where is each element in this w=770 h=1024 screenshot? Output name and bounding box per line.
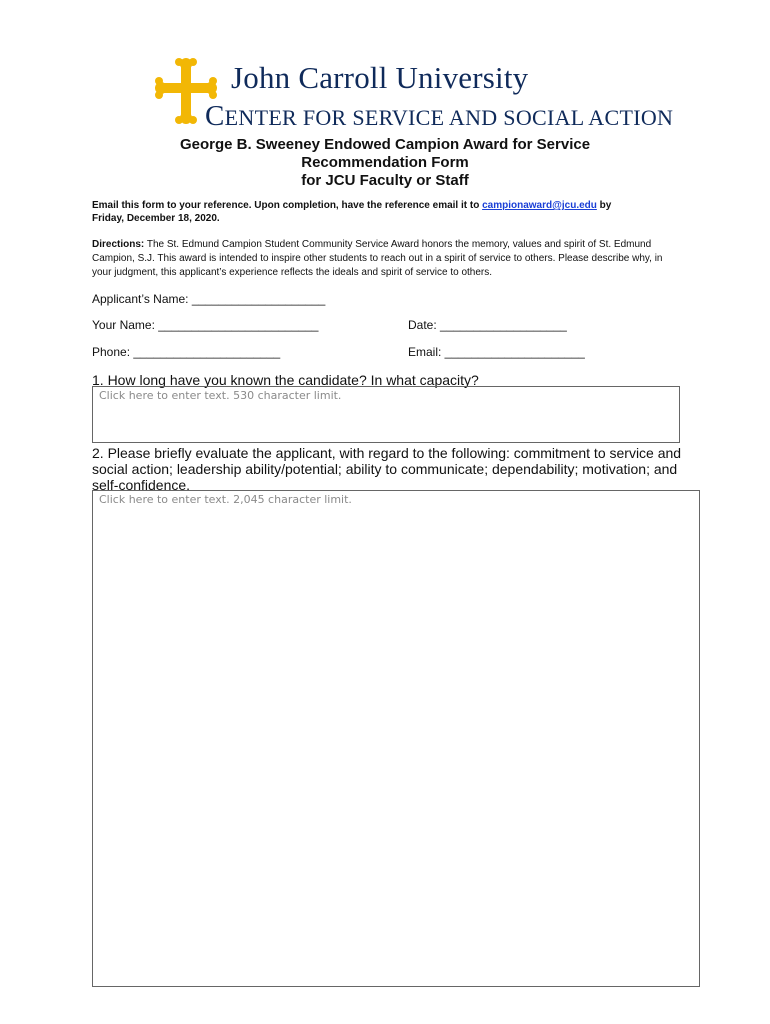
email-link[interactable]: campionaward@jcu.edu [482, 200, 597, 211]
question-2-placeholder: Click here to enter text. 2,045 character limit. [99, 493, 352, 506]
title-line-2: Recommendation Form [301, 154, 469, 171]
email-field[interactable]: Email: _____________________ [408, 345, 585, 359]
question-2: 2. Please briefly evaluate the applicant, with regard to the following: commitment to service and social action; leadership ability/potential; ability to communicate; dependability; motivation; and self-confidence. [92, 445, 682, 493]
deadline: Friday, December 18, 2020. [92, 213, 220, 224]
jcu-logo [155, 58, 674, 132]
email-instructions: Email this form to your reference. Upon completion, have the reference email it to campionaward@jcu.edu by Friday, December 18, 2020. [92, 200, 612, 224]
title-line-3: for JCU Faculty or Staff [301, 172, 469, 189]
title-line-1: George B. Sweeney Endowed Campion Award for Service [179, 136, 591, 153]
date-field[interactable]: Date: ___________________ [408, 318, 567, 332]
university-name: John Carroll University [231, 60, 529, 95]
applicant-name-field[interactable]: Applicant’s Name: ____________________ [92, 292, 326, 306]
directions: Directions: The St. Edmund Campion Student Community Service Award honors the memory, values and spirit of St. Edmund Campion, S.J. This award is intended to inspire other students to reach out in a spirit of service to others. Please describe why, in your judgment, this applicant’s experience reflects the ideals and spirit of service to others. [92, 239, 663, 278]
question-1-placeholder: Click here to enter text. 530 character limit. [99, 389, 342, 402]
phone-field[interactable]: Phone: ______________________ [92, 345, 281, 359]
form-title [0, 136, 770, 190]
question-1: 1. How long have you known the candidate? In what capacity? [92, 372, 479, 388]
question-1-textarea[interactable] [92, 386, 680, 443]
your-name-field[interactable]: Your Name: ________________________ [92, 318, 319, 332]
question-2-textarea[interactable] [92, 490, 700, 987]
center-name: CENTER FOR SERVICE AND SOCIAL ACTION [205, 100, 674, 132]
